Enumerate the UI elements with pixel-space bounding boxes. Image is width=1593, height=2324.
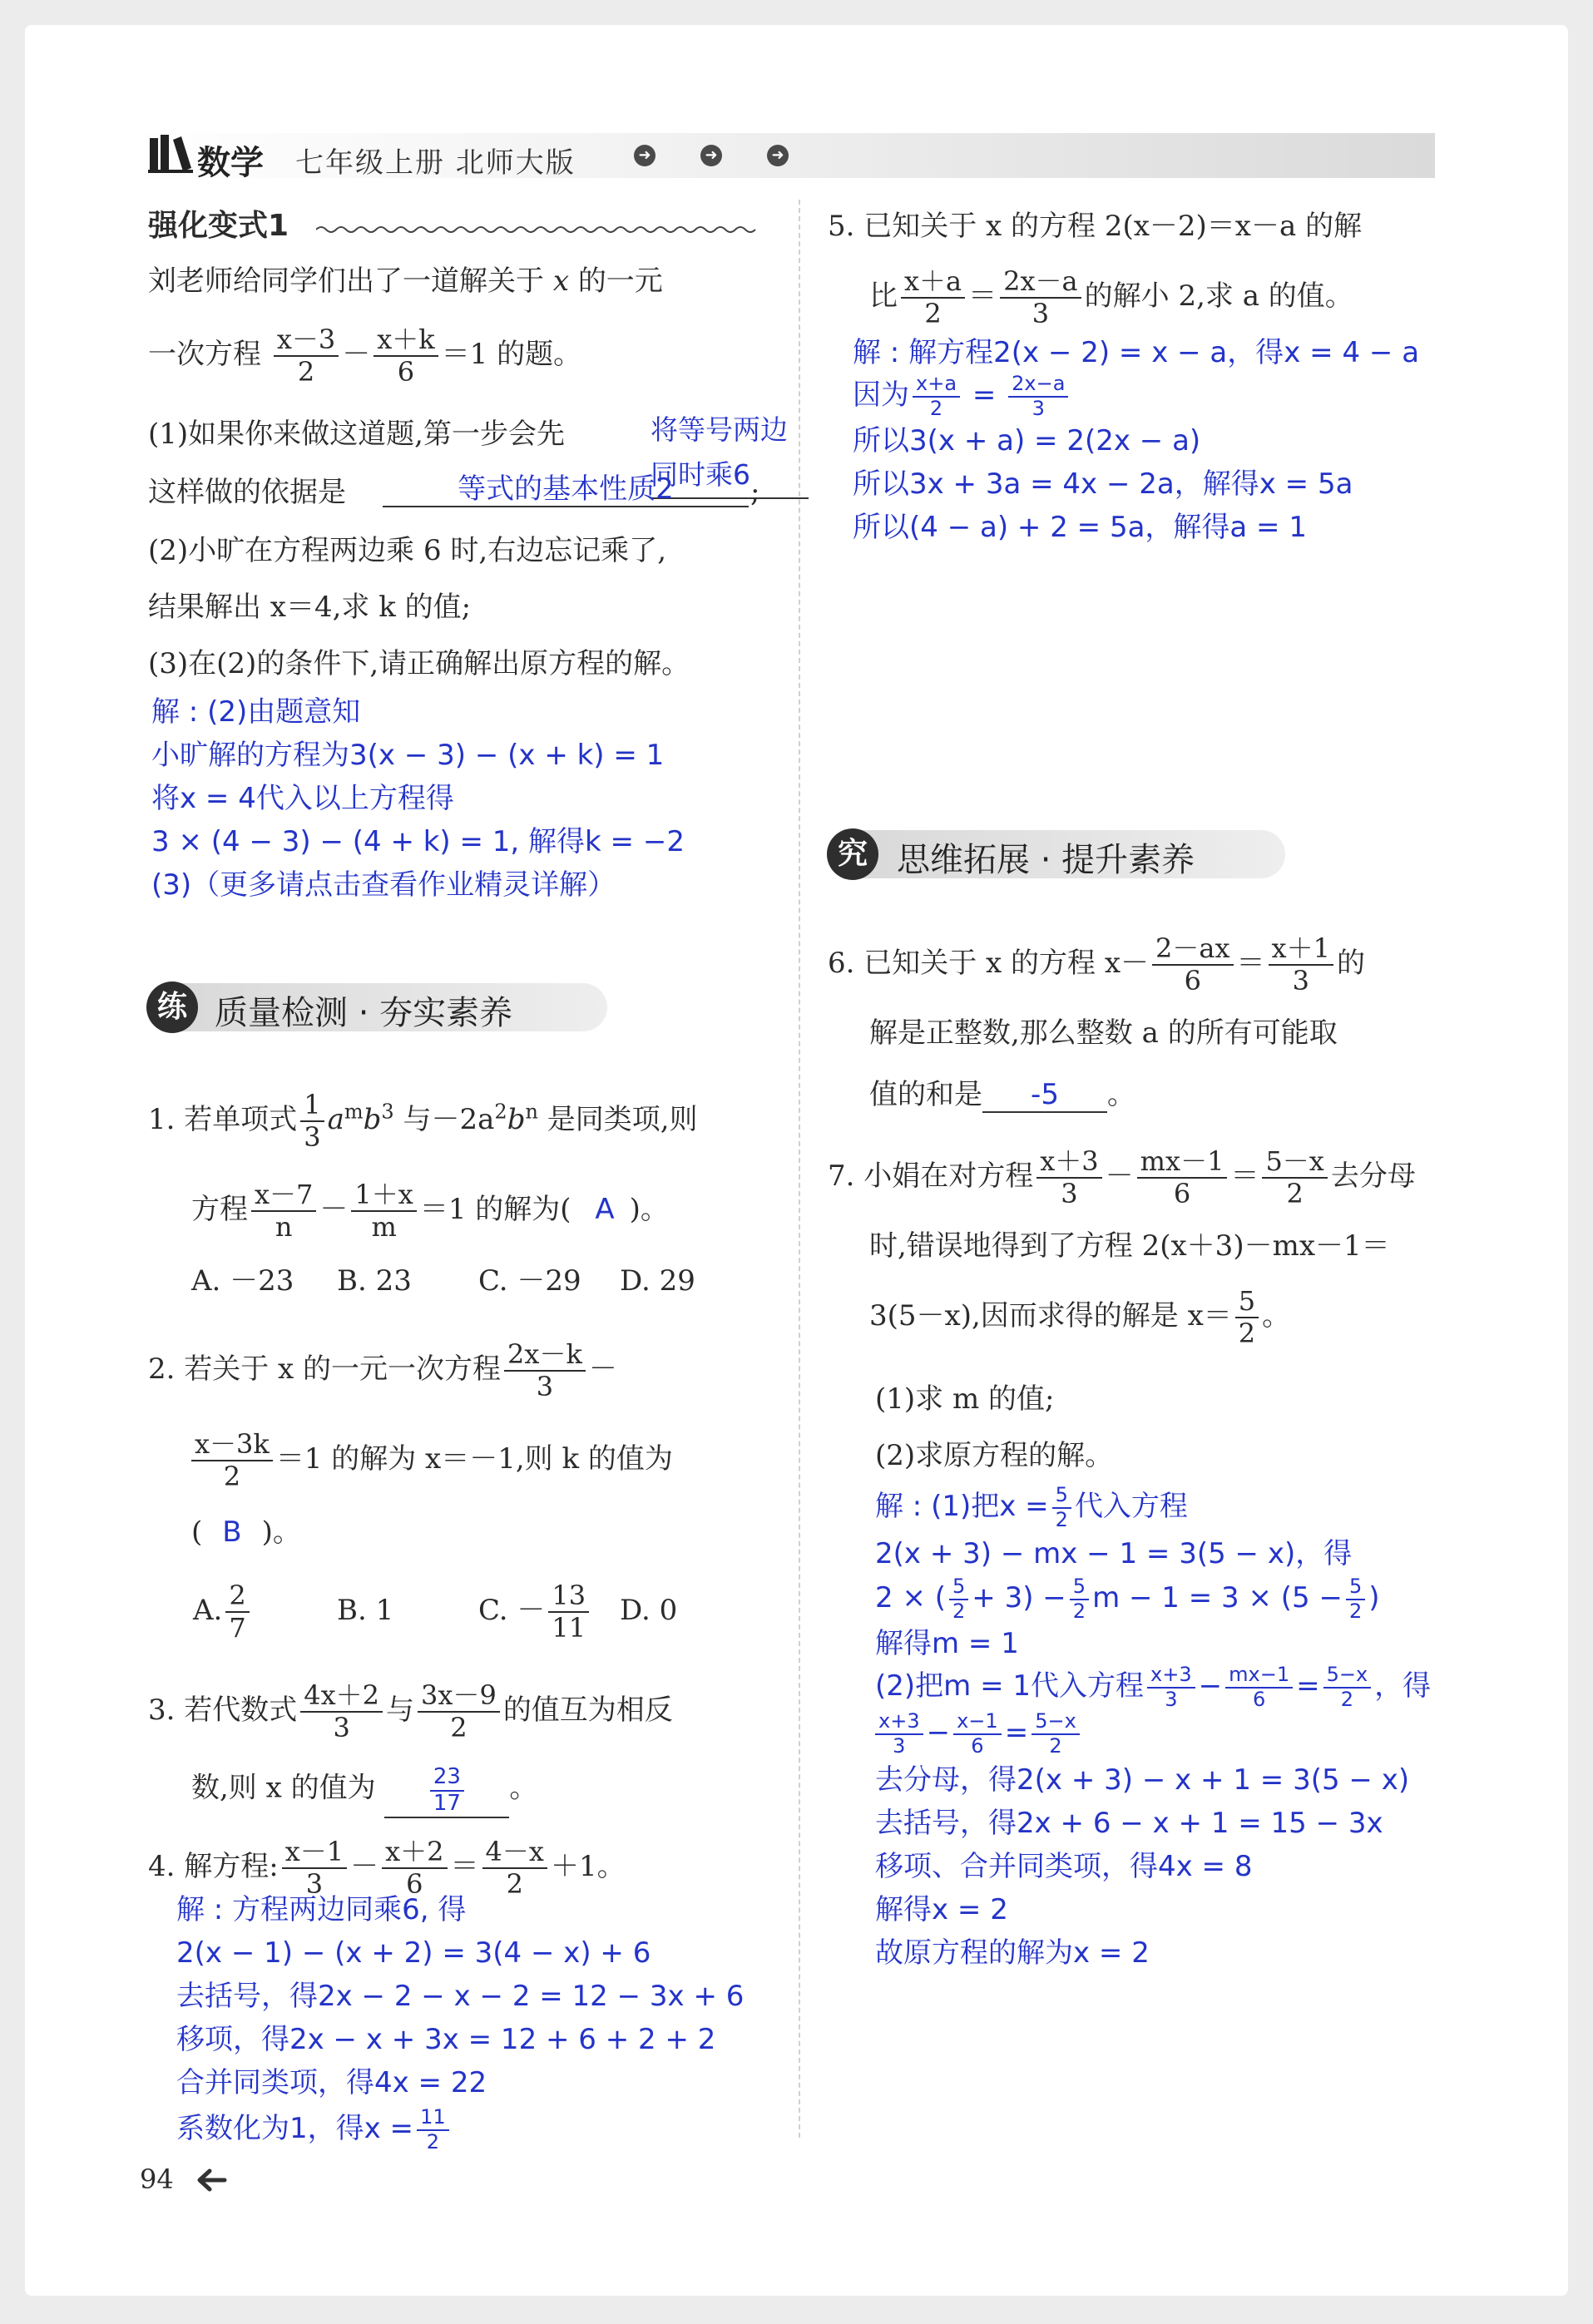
variant-q2-line1: (2)小旷在方程两边乘 6 时,右边忘记乘了, <box>148 534 667 567</box>
variant-intro: 刘老师给同学们出了一道解关于 x 的一元 <box>148 265 663 298</box>
q2-option-a: A. $\frac{2}{7}$ <box>193 1580 253 1644</box>
page-number: 94 <box>140 2163 174 2195</box>
q7-solution-line: 去括号，得2x + 6 − x + 1 = 15 − 3x <box>875 1807 1383 1840</box>
q2-stem-2: $\frac{x-3k}{2}$ ＝1 的解为 x＝－1,则 k 的值为 <box>191 1429 673 1492</box>
q7-solution-line: 2 × ( $\frac{5}{2}$ + 3) − $\frac{5}{2}$ m − 1 = 3 × (5 − $\frac{5}{2}$ ) <box>875 1575 1380 1623</box>
q7-stem-2: 时,错误地得到了方程 2(x＋3)－mx－1＝ <box>869 1229 1390 1263</box>
q4-solution-line: 合并同类项，得4x = 22 <box>176 2066 487 2099</box>
variant-q1-line1: (1)如果你来做这道题,第一步会先 <box>148 418 565 451</box>
section-explore-badge: 究 <box>827 828 878 880</box>
q2-stem: 2. 若关于 x 的一元一次方程 $\frac{2x-k}{3}$ － <box>148 1338 617 1402</box>
variant-q1-answer: 将等号两边同时乘6 <box>651 408 809 499</box>
q7-solution-line: (2)把m = 1代入方程 $\frac{x+3}{3}$ − $\frac{mx-1}{6}$ = $\frac{5-x}{2}$ ，得 <box>875 1663 1432 1711</box>
q7-solution-line: 故原方程的解为x = 2 <box>875 1936 1150 1970</box>
section-practice-title: 质量检测 · 夯实素养 <box>215 994 513 1032</box>
q2-option-d: D. 0 <box>620 1594 678 1627</box>
q7-part1: (1)求 m 的值; <box>875 1382 1055 1416</box>
wavy-divider <box>316 225 757 235</box>
q4-solution-line: 2(x − 1) − (x + 2) = 3(4 − x) + 6 <box>176 1936 651 1970</box>
right-arrow-circle-icon: ➜ <box>634 145 656 166</box>
variant-label: 强化变式1 <box>148 209 289 243</box>
variant-q3: (3)在(2)的条件下,请正确解出原方程的解。 <box>148 647 690 680</box>
q4-solution-line: 移项，得2x − x + 3x = 12 + 6 + 2 + 2 <box>176 2023 716 2056</box>
q3-stem: 3. 若代数式 $\frac{4x+2}{3}$ 与 $\frac{3x-9}{2}$ 的值互为相反 <box>148 1679 673 1743</box>
left-arrow-icon[interactable] <box>196 2168 228 2193</box>
header-title: 数学 <box>197 144 264 182</box>
q5-solution-line: 解 : 解方程2(x − 2) = x − a，得x = 4 − a <box>853 336 1420 369</box>
q6-stem-2: 解是正整数,那么整数 a 的所有可能取 <box>869 1016 1338 1050</box>
q7-solution-line: 解得m = 1 <box>875 1627 1019 1660</box>
q7-solution-line: 去分母，得2(x + 3) − x + 1 = 3(5 − x) <box>875 1763 1410 1797</box>
q1-equation: 方程 $\frac{x-7}{n}$ － $\frac{1+x}{m}$ ＝1 的解为( A )。 <box>191 1179 669 1243</box>
variant-solution-line: 3 × (4 − 3) − (4 + k) = 1, 解得k = −2 <box>151 825 685 858</box>
q2-option-c: C. － $\frac{13}{11}$ <box>478 1580 592 1644</box>
variant-solution-line: 将x = 4代入以上方程得 <box>151 782 454 815</box>
right-arrow-circle-icon: ➜ <box>767 145 789 166</box>
q5-solution-line: 所以(4 − a) + 2 = 5a，解得a = 1 <box>853 511 1307 544</box>
q1-option: D. 29 <box>620 1264 695 1298</box>
q1-stem: 1. 若单项式 $\frac{1}{3}$ $a^mb^3$ 与$-2a^2b^n$ 是同类项,则 <box>148 1089 698 1153</box>
section-explore-title: 思维拓展 · 提升素养 <box>897 841 1195 879</box>
q1-option: A. －23 <box>191 1264 294 1298</box>
q2-answer-line: ( B )。 <box>191 1516 301 1549</box>
q7-solution-line: $\frac{x+3}{3}$ − $\frac{x-1}{6}$ = $\frac{5-x}{2}$ <box>875 1710 1083 1758</box>
variant-equation: 一次方程 $\frac{x-3}{2}$ － $\frac{x+k}{6}$ ＝1 的题。 <box>148 324 582 388</box>
q4-solution-line: 去括号，得2x − 2 − x − 2 = 12 − 3x + 6 <box>176 1980 745 2013</box>
q5-stem: 5. 已知关于 x 的方程 2(x－2)＝x－a 的解 <box>828 210 1363 243</box>
books-icon <box>148 133 193 173</box>
q7-solution-line: 移项、合并同类项，得4x = 8 <box>875 1850 1253 1883</box>
q4-solution-line: 解 : 方程两边同乘6, 得 <box>176 1893 467 1926</box>
q7-solution-line: 解 : (1)把x = $\frac{5}{2}$ 代入方程 <box>875 1483 1188 1531</box>
q7-stem-3: 3(5－x),因而求得的解是 x＝ $\frac{5}{2}$ 。 <box>869 1285 1291 1349</box>
q7-part2: (2)求原方程的解。 <box>875 1439 1114 1472</box>
variant-q1-line2: 这样做的依据是 <box>148 476 346 509</box>
q6-answer: -5 <box>982 1078 1107 1113</box>
q2-option-b: B. 1 <box>337 1594 394 1627</box>
q1-option: C. －29 <box>478 1264 581 1298</box>
q2-answer: B <box>222 1516 242 1549</box>
variant-q1-basis: 等式的基本性质2 <box>383 472 749 507</box>
q6-stem: 6. 已知关于 x 的方程 x－ $\frac{2-ax}{6}$ ＝ $\frac{x+1}{3}$ 的 <box>828 932 1365 996</box>
section-practice-badge: 练 <box>146 982 198 1033</box>
q5-stem-2: 比 $\frac{x+a}{2}$ ＝ $\frac{2x-a}{3}$ 的解小 2,求 a 的值。 <box>869 265 1353 329</box>
q5-solution-line: 所以3(x + a) = 2(2x − a) <box>853 424 1201 457</box>
q7-stem: 7. 小娟在对方程 $\frac{x+3}{3}$ － $\frac{mx-1}{6}$ ＝ $\frac{5-x}{2}$ 去分母 <box>828 1145 1416 1209</box>
variant-q1-end: ; <box>750 476 760 509</box>
variant-q2-line2: 结果解出 x＝4,求 k 的值; <box>148 591 472 624</box>
q1-answer: A <box>595 1192 615 1226</box>
q7-solution-line: 解得x = 2 <box>875 1893 1008 1926</box>
q5-solution-line: 因为 $\frac{x+a}{2}$ = $\frac{2x-a}{3}$ <box>853 373 1071 420</box>
variant-solution-line: 解 : (2)由题意知 <box>151 695 361 729</box>
q6-stem-3: 值的和是 -5 。 <box>869 1078 1135 1111</box>
q4-stem: 4. 解方程: $\frac{x-1}{3}$ － $\frac{x+2}{6}$ ＝ $\frac{4-x}{2}$ ＋1。 <box>148 1836 626 1900</box>
header-subtitle: 七年级上册 北师大版 <box>295 146 576 180</box>
q1-option: B. 23 <box>337 1264 412 1298</box>
q3-stem-2: 数,则 x 的值为 $\frac{23}{17}$ 。 <box>191 1765 537 1818</box>
right-arrow-circle-icon: ➜ <box>700 145 722 166</box>
variant-solution-more[interactable]: (3)（更多请点击查看作业精灵详解） <box>151 868 616 902</box>
variant-solution-line: 小旷解的方程为3(x − 3) − (x + k) = 1 <box>151 739 665 772</box>
q5-solution-line: 所以3x + 3a = 4x − 2a，解得x = 5a <box>853 467 1353 501</box>
q4-solution-last: 系数化为1，得x = $\frac{11}{2}$ <box>176 2106 453 2153</box>
q7-solution-line: 2(x + 3) − mx − 1 = 3(5 − x)，得 <box>875 1537 1353 1570</box>
q3-answer: $\frac{23}{17}$ <box>384 1765 509 1818</box>
